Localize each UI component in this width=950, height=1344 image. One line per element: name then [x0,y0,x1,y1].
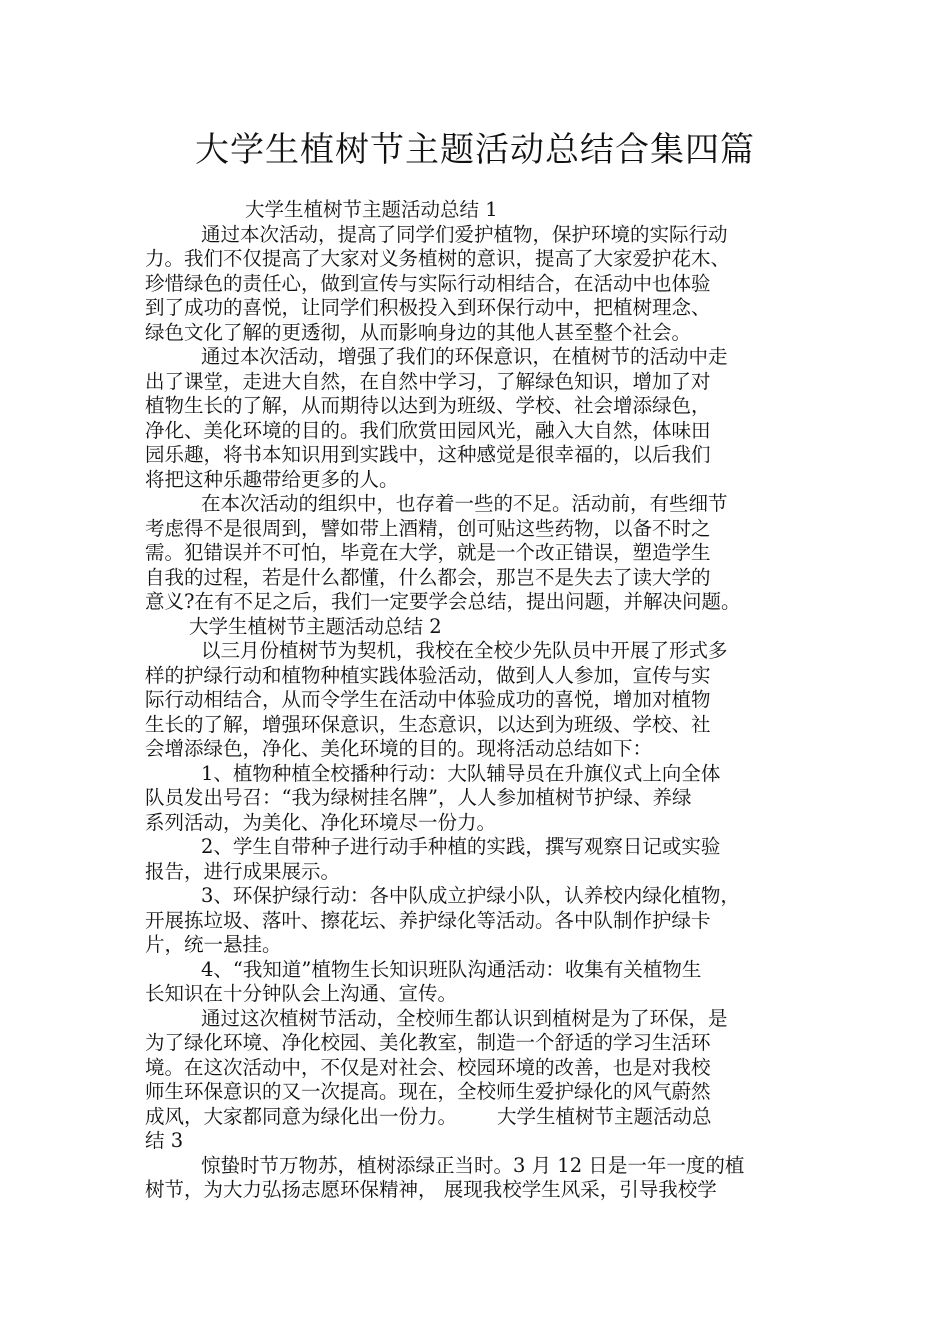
paragraph-line: 园乐趣，将书本知识用到实践中，这种感觉是很幸福的，以后我们 [145,443,711,466]
paragraph-line: 样的护绿行动和植物种植实践体验活动，做到人人参加，宣传与实 [145,663,711,687]
paragraph-line: 师生环保意识的又一次提高。现在，全校师生爱护绿化的风气蔚然 [145,1080,711,1103]
document-title: 大学生植树节主题活动总结合集四篇 [195,130,755,170]
paragraph-line: 通过本次活动，提高了同学们爱护植物，保护环境的实际行动 [201,222,728,246]
list-item-line: 3、环保护绿行动：各中队成立护绿小队，认养校内绿化植物， [201,884,740,907]
list-item-line: 系列活动，为美化、净化环境尽一份力。 [145,810,497,834]
paragraph-line: 力。我们不仅提高了大家对义务植树的意识，提高了大家爱护花木、 [145,247,731,270]
paragraph-line: 将把这种乐趣带给更多的人。 [145,467,399,491]
paragraph-line: 通过本次活动，增强了我们的环保意识，在植树节的活动中走 [201,345,728,368]
paragraph-line: 考虑得不是很周到，譬如带上酒精，创可贴这些药物，以备不时之 [145,516,711,540]
paragraph-line: 在本次活动的组织中，也存着一些的不足。活动前，有些细节 [201,492,728,515]
paragraph-line: 珍惜绿色的责任心，做到宣传与实际行动相结合，在活动中也体验 [145,271,711,295]
list-item-line: 1、植物种植全校播种行动：大队辅导员在升旗仪式上向全体 [201,761,721,785]
section-heading-3-continued: 结 3 [145,1129,184,1152]
paragraph-line: 境。在这次活动中，不仅是对社会、校园环境的改善，也是对我校 [145,1055,711,1079]
list-item-line: 片，统一悬挂。 [145,933,282,956]
paragraph-line: 到了成功的喜悦，让同学们积极投入到环保行动中，把植树理念、 [145,296,711,319]
list-item-line: 长知识在十分钟队会上沟通、宣传。 [145,982,458,1005]
paragraph-line: 生长的了解，增强环保意识，生态意识，以达到为班级、学校、社 [145,712,711,736]
paragraph-line: 树节，为大力弘扬志愿环保精神， 展现我校学生风采，引导我校学 [145,1178,717,1201]
section-heading-2: 大学生植树节主题活动总结 2 [189,614,442,638]
paragraph-line: 通过这次植树节活动，全校师生都认识到植树是为了环保，是 [201,1006,728,1030]
list-item-line: 报告，进行成果展示。 [145,859,341,883]
paragraph-line: 际行动相结合，从而令学生在活动中体验成功的喜悦，增加对植物 [145,688,711,711]
list-item-line: 2、学生自带种子进行动手种植的实践，撰写观察日记或实验 [201,835,721,858]
paragraph-line-with-heading [145,1105,815,1130]
list-item-line: 开展拣垃圾、落叶、擦花坛、养护绿化等活动。各中队制作护绿卡 [145,908,711,932]
section-heading-3: 大学生植树节主题活动总 [497,1104,712,1128]
paragraph-line: 会增添绿色，净化、美化环境的目的。现将活动总结如下： [145,737,653,760]
paragraph-line: 惊蛰时节万物苏，植树添绿正当时。3 月 12 日是一年一度的植 [201,1153,745,1177]
paragraph-line: 意义?在有不足之后，我们一定要学会总结，提出问题，并解决问题。 [145,590,741,613]
paragraph-line: 绿色文化了解的更透彻，从而影响身边的其他人甚至整个社会。 [145,320,692,344]
paragraph-line: 为了绿化环境、净化校园、美化教室，制造一个舒适的学习生活环 [145,1031,711,1054]
paragraph-line: 成风，大家都同意为绿化出一份力。 [145,1104,458,1128]
list-item-line: 队员发出号召：“我为绿树挂名牌”，人人参加植树节护绿、养绿 [145,786,692,809]
paragraph-line: 植物生长的了解，从而期待以达到为班级、学校、社会增添绿色， [145,394,711,417]
paragraph-line: 以三月份植树节为契机，我校在全校少先队员中开展了形式多 [201,639,728,662]
paragraph-line: 净化、美化环境的目的。我们欣赏田园风光，融入大自然，体味田 [145,418,711,442]
list-item-line: 4、“我知道”植物生长知识班队沟通活动：收集有关植物生 [201,957,702,981]
paragraph-line: 自我的过程，若是什么都懂，什么都会，那岂不是失去了读大学的 [145,565,711,589]
paragraph-line: 出了课堂，走进大自然，在自然中学习，了解绿色知识，增加了对 [145,369,711,393]
document-body [145,198,815,1203]
section-heading-1: 大学生植树节主题活动总结 1 [245,198,498,221]
paragraph-line: 需。犯错误并不可怕，毕竟在大学，就是一个改正错误，塑造学生 [145,541,711,564]
